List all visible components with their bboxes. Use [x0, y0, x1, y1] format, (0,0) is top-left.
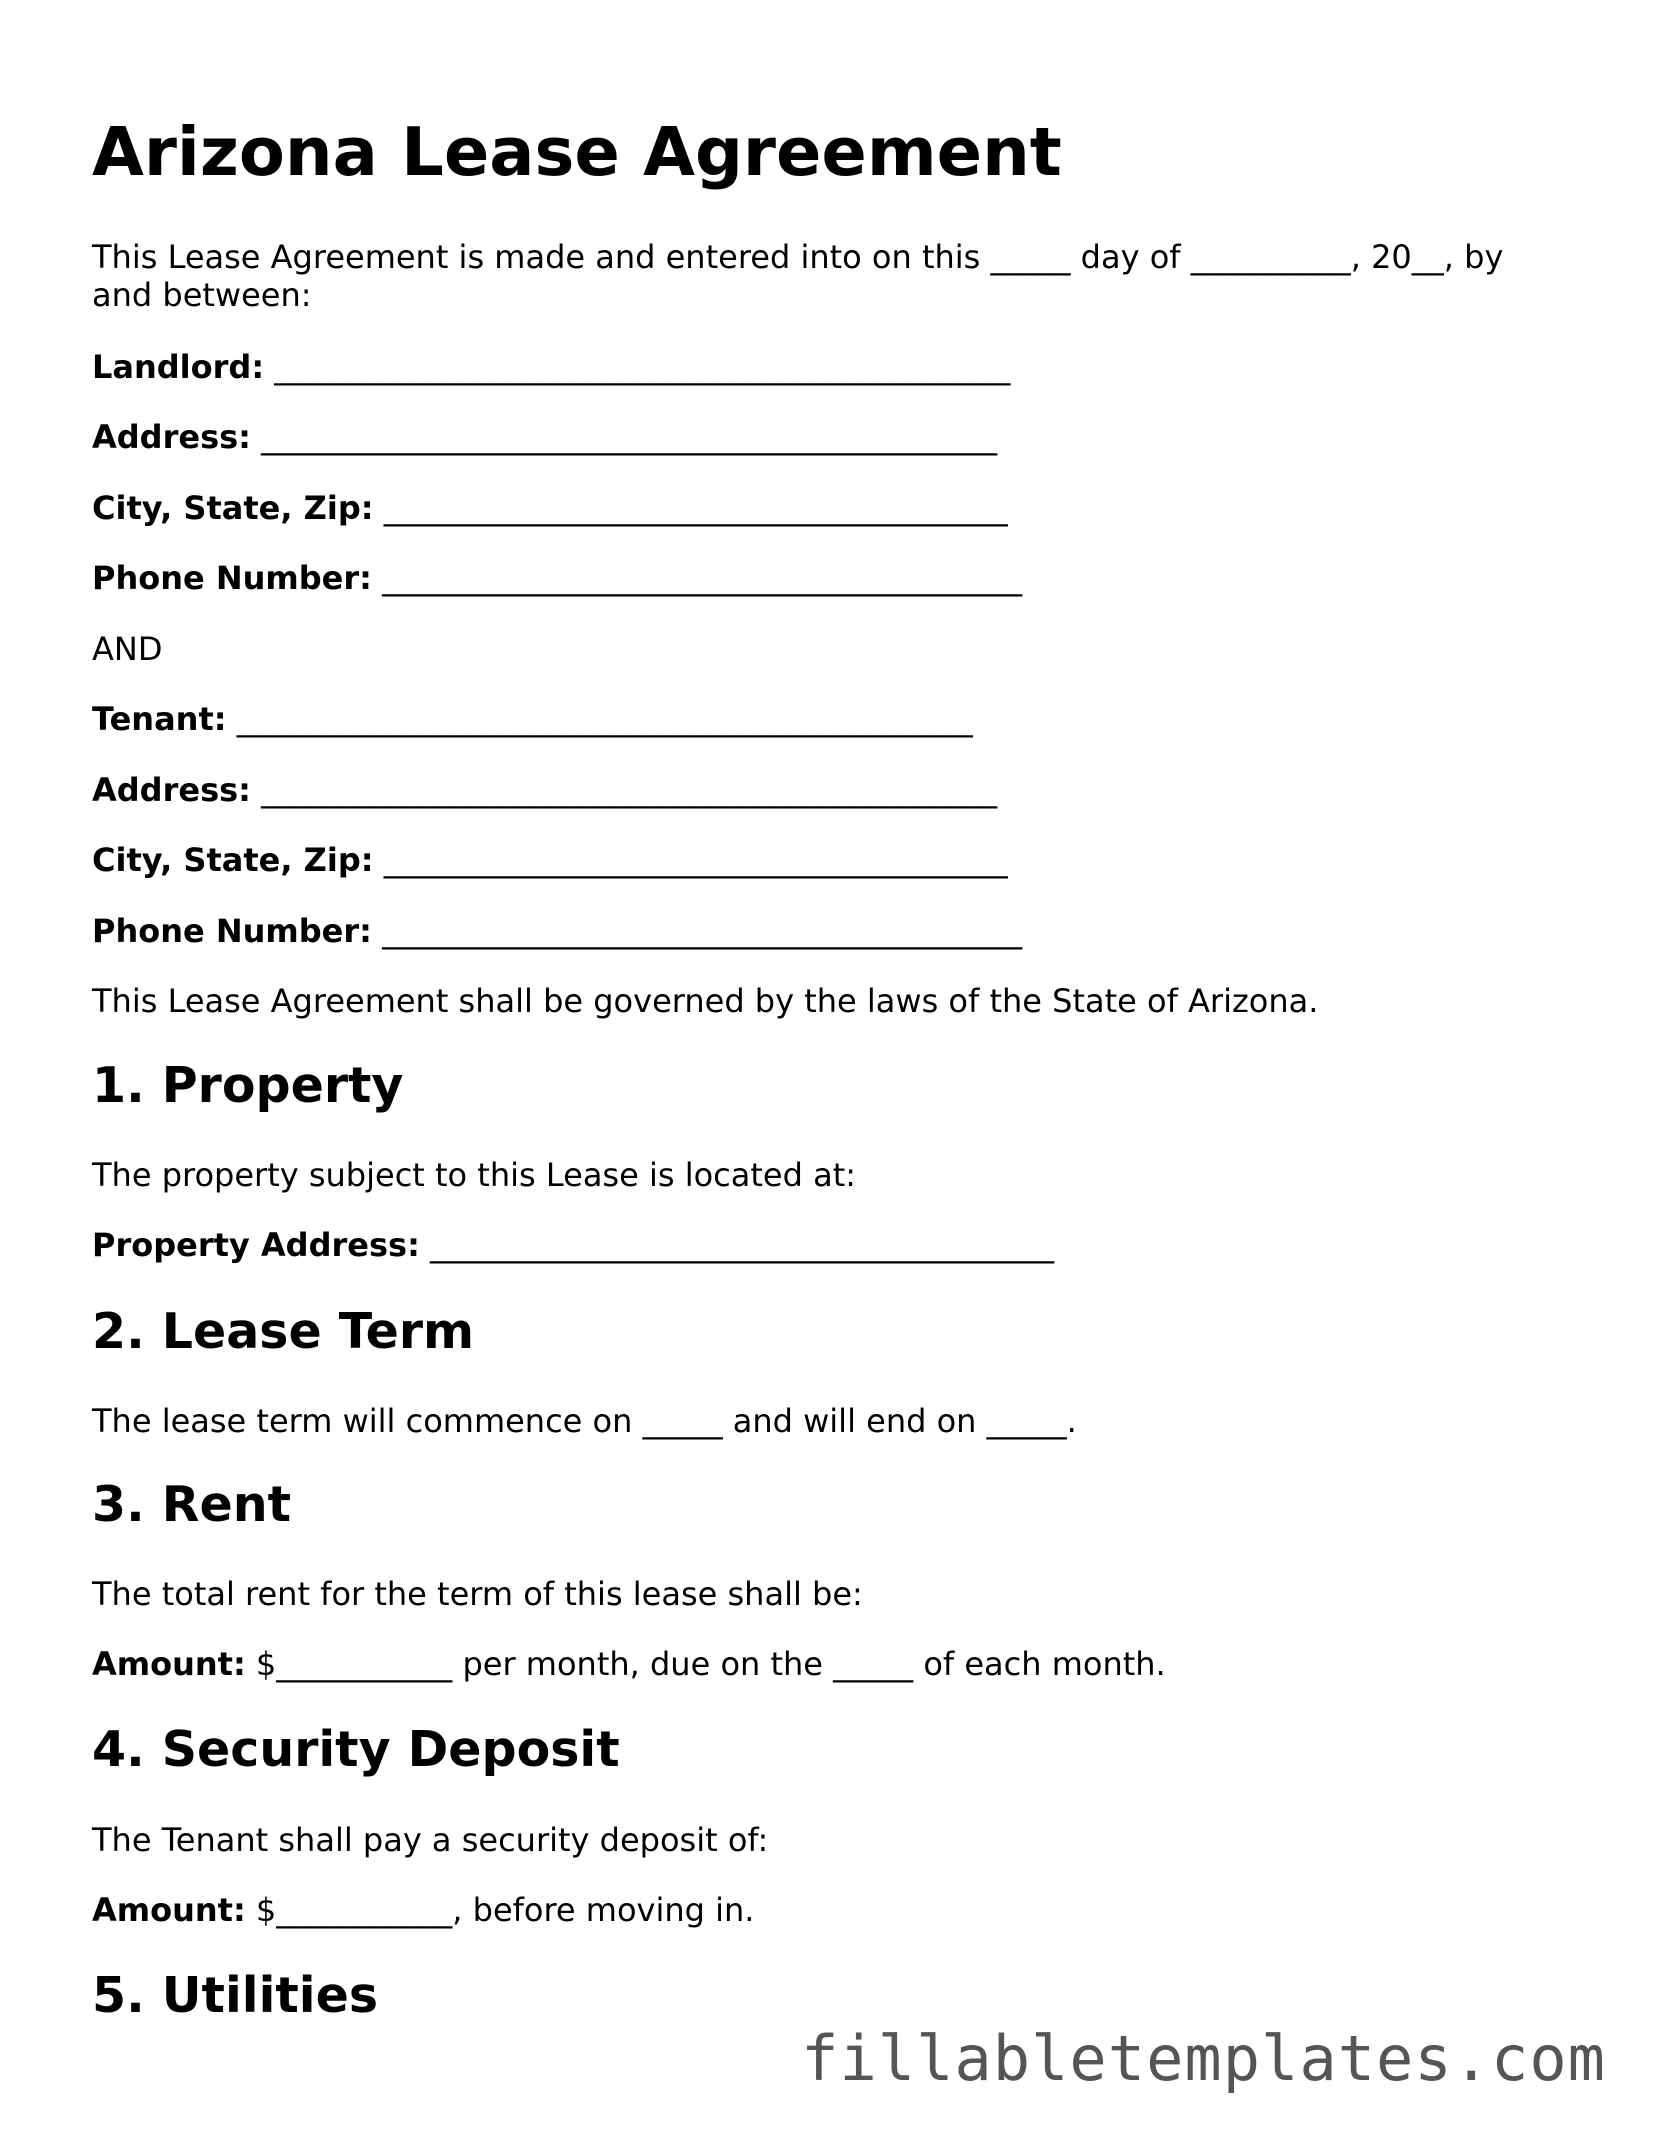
- deposit-amount-blank[interactable]: $___________, before moving in.: [255, 1891, 755, 1929]
- tenant-city-field[interactable]: [92, 841, 1008, 879]
- tenant-address-label: Address:: [92, 771, 251, 809]
- landlord-address-label: Address:: [92, 418, 251, 456]
- landlord-name-blank[interactable]: ______________________________________________: [274, 348, 1011, 386]
- rent-amount-label: Amount:: [92, 1645, 246, 1683]
- landlord-address-blank[interactable]: ______________________________________________: [261, 418, 998, 456]
- landlord-phone-field[interactable]: [92, 559, 1022, 597]
- tenant-address-blank[interactable]: ______________________________________________: [261, 771, 998, 809]
- landlord-city-field[interactable]: [92, 489, 1008, 527]
- governing-law-text: This Lease Agreement shall be governed by the laws of the State of Arizona.: [92, 982, 1319, 1020]
- tenant-city-blank[interactable]: _______________________________________: [383, 841, 1008, 879]
- tenant-city-label: City, State, Zip:: [92, 841, 374, 879]
- document-title: Arizona Lease Agreement: [92, 113, 1062, 191]
- intro-paragraph: This Lease Agreement is made and entered into on this _____ day of __________, 20__, by and between:: [92, 238, 1504, 314]
- deposit-amount-label: Amount:: [92, 1891, 246, 1929]
- deposit-amount-field[interactable]: [92, 1891, 754, 1929]
- tenant-address-field[interactable]: [92, 771, 997, 809]
- section-security-deposit-heading: 4. Security Deposit: [92, 1721, 620, 1778]
- landlord-phone-blank[interactable]: ________________________________________: [382, 559, 1023, 597]
- tenant-name-field[interactable]: [92, 700, 973, 738]
- section-property-heading: 1. Property: [92, 1057, 404, 1114]
- section-property-text: The property subject to this Lease is located at:: [92, 1156, 857, 1194]
- property-address-label: Property Address:: [92, 1226, 420, 1264]
- section-lease-term-text[interactable]: The lease term will commence on _____ and will end on _____.: [92, 1402, 1077, 1440]
- tenant-phone-field[interactable]: [92, 912, 1022, 950]
- section-rent-heading: 3. Rent: [92, 1476, 292, 1533]
- tenant-name-label: Tenant:: [92, 700, 227, 738]
- property-address-blank[interactable]: _______________________________________: [430, 1226, 1055, 1264]
- landlord-address-field[interactable]: [92, 418, 997, 456]
- rent-amount-blank[interactable]: $___________ per month, due on the _____ of each month.: [255, 1645, 1166, 1683]
- tenant-phone-label: Phone Number:: [92, 912, 372, 950]
- site-watermark: fillabletemplates.com: [801, 2022, 1606, 2095]
- section-utilities-heading: 5. Utilities: [92, 1967, 378, 2024]
- and-separator: AND: [92, 630, 163, 668]
- section-security-deposit-text: The Tenant shall pay a security deposit of:: [92, 1821, 769, 1859]
- section-rent-text: The total rent for the term of this lease shall be:: [92, 1575, 863, 1613]
- tenant-phone-blank[interactable]: ________________________________________: [382, 912, 1023, 950]
- tenant-name-blank[interactable]: ______________________________________________: [236, 700, 973, 738]
- landlord-name-field[interactable]: [92, 348, 1010, 386]
- landlord-phone-label: Phone Number:: [92, 559, 372, 597]
- landlord-city-label: City, State, Zip:: [92, 489, 374, 527]
- landlord-city-blank[interactable]: _______________________________________: [383, 489, 1008, 527]
- section-lease-term-heading: 2. Lease Term: [92, 1303, 475, 1360]
- property-address-field[interactable]: [92, 1226, 1054, 1264]
- rent-amount-field[interactable]: [92, 1645, 1166, 1683]
- landlord-name-label: Landlord:: [92, 348, 265, 386]
